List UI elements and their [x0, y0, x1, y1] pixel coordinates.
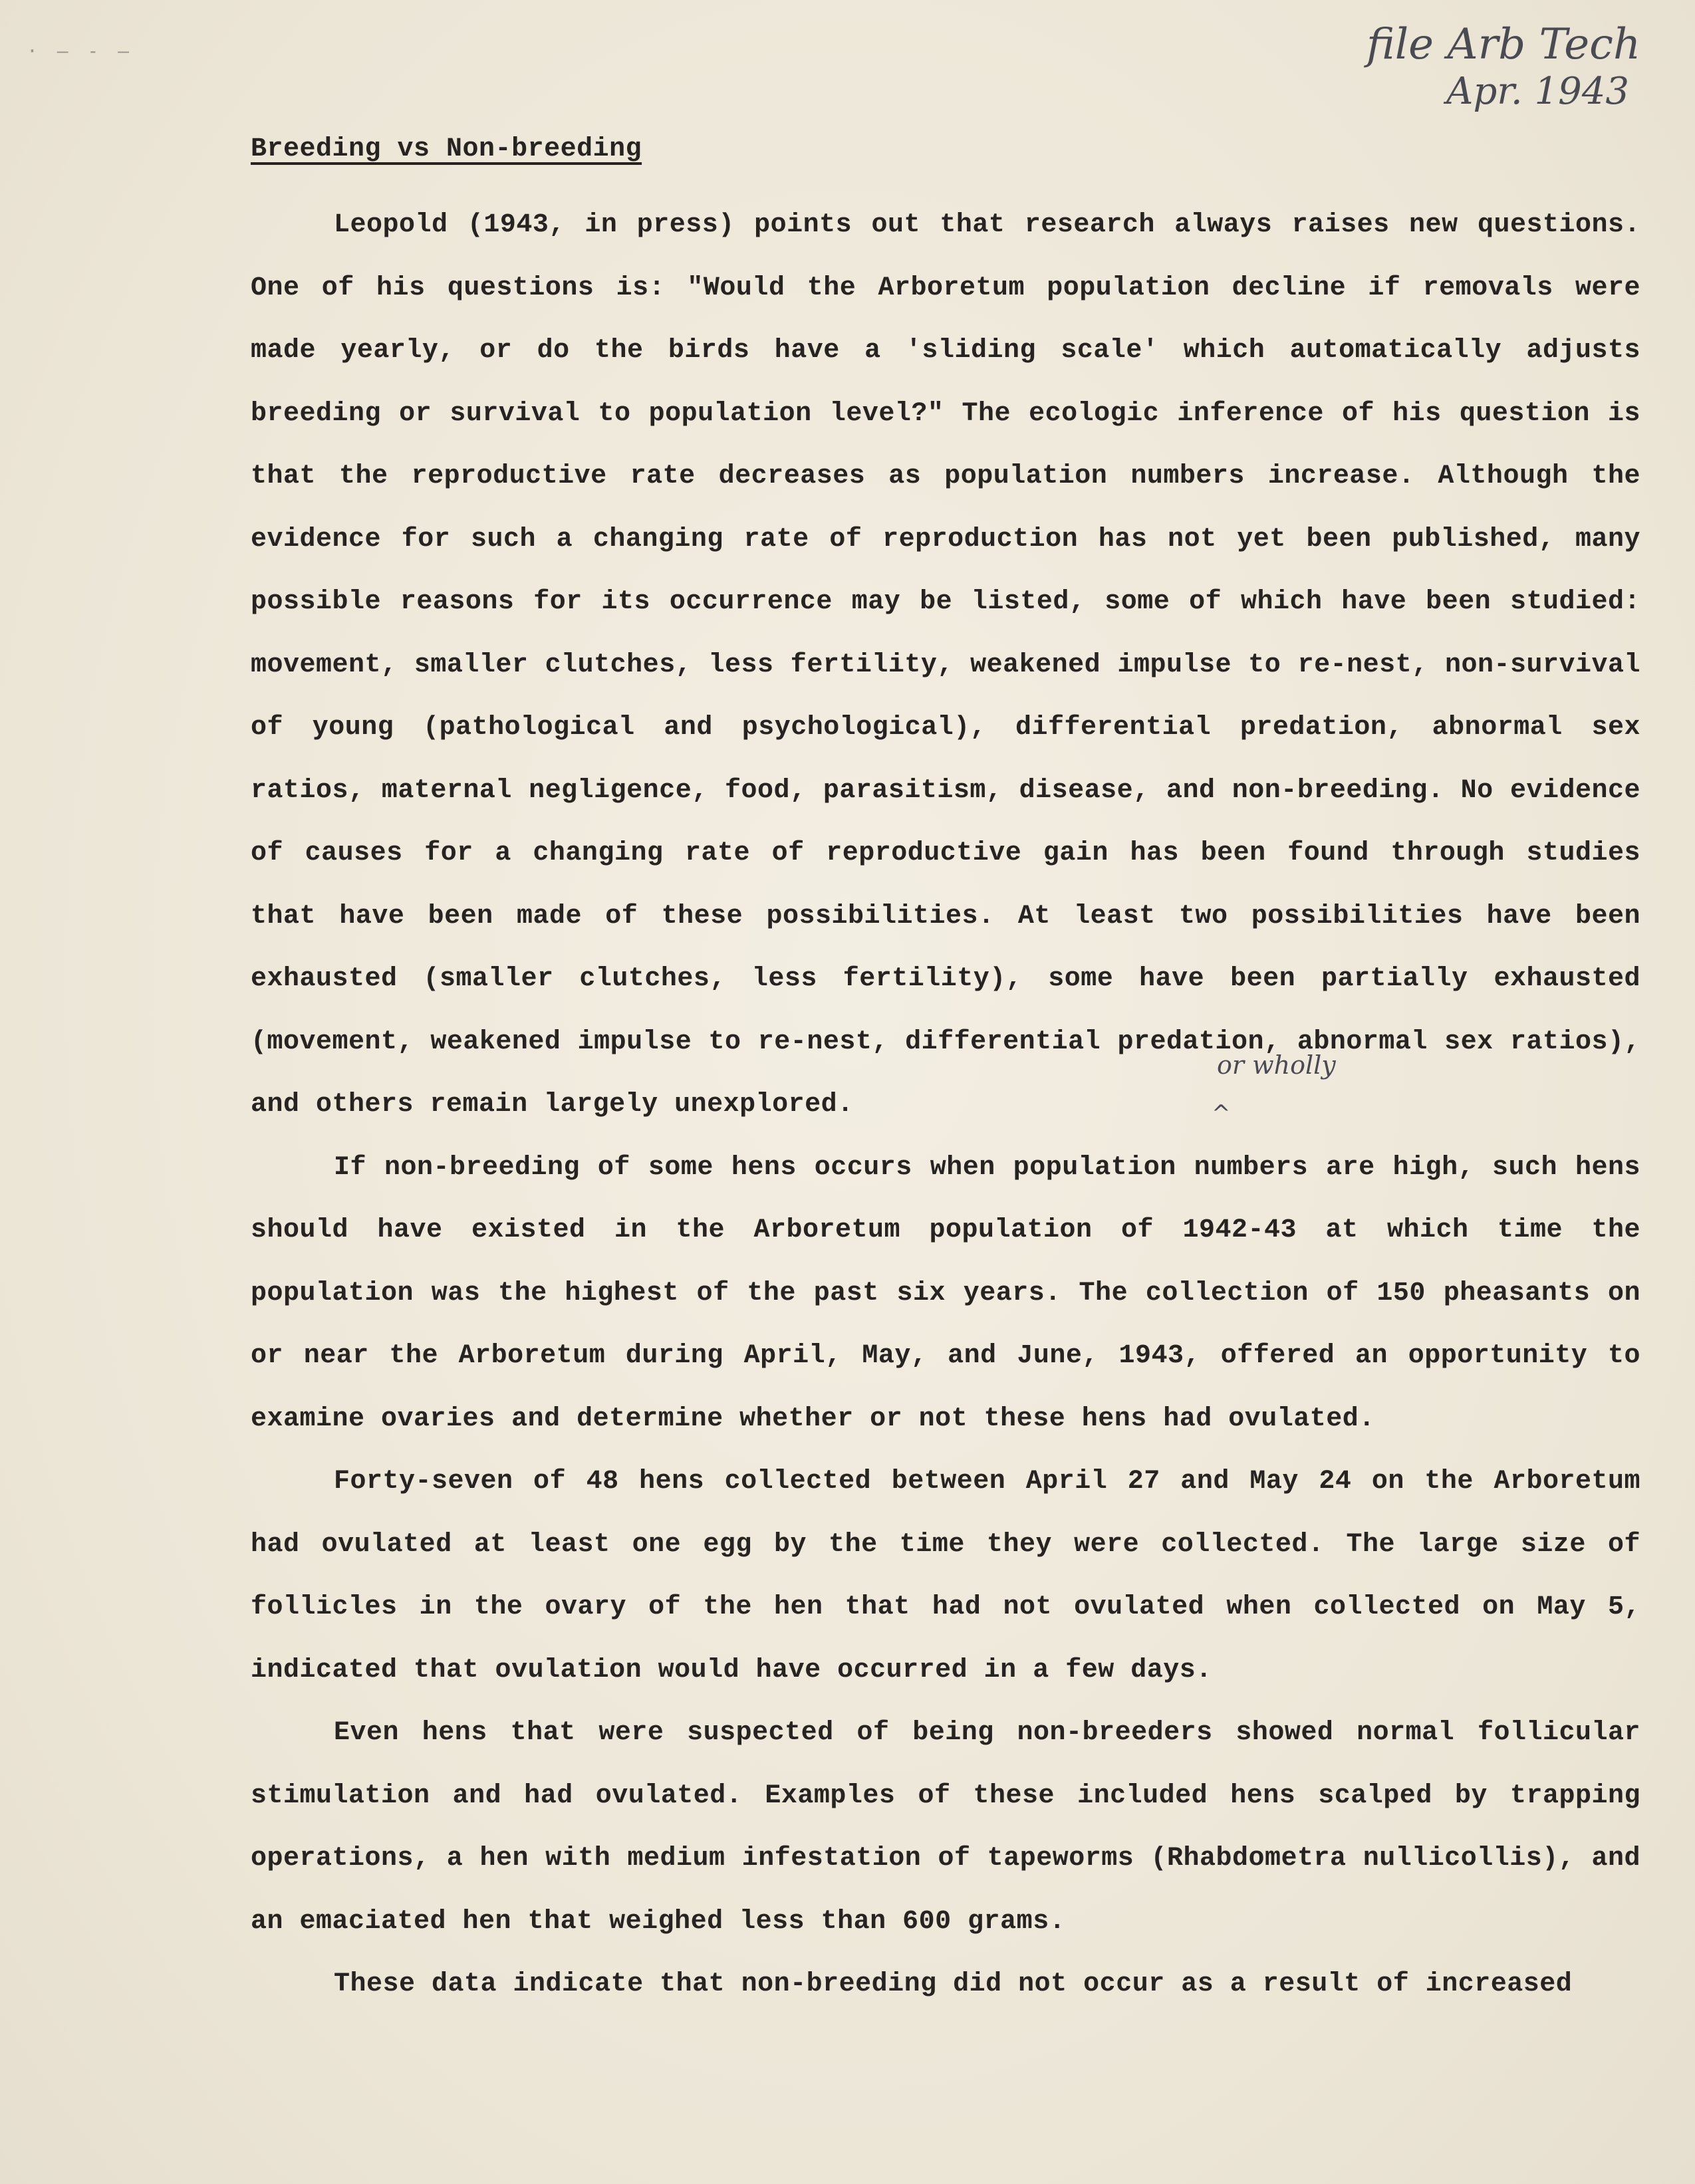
paragraph-1: Leopold (1943, in press) points out that research always raises new questions. One of his questions is: "Would the Arboretum population decline if removals were made yearly, or do the birds have a 'sliding scale' which automatically adjusts breeding or survival to population level?" The ecologic inference of his question is that the reproductive rate decreases as population numbers increase. Although the evidence for such a changing rate of reproduction has not yet been published, many possible reasons for its occurrence may be listed, some of which have been studied: movement, smaller clutches, less fertility, weakened impulse to re-nest, non-survival of young (pathological and psychological), differential predation, abnormal sex ratios, maternal negligence, food, parasitism, disease, and non-breeding. No evidence of causes for a changing rate of reproductive gain has been found through studies that have been made of these possibilities. At least two possibilities have been exhausted (smaller clutches, less fertility), some have been partially exhausted (movement, weakened impulse to re-nest, differential predation, abnormal sex ratios), and others remain largely unexplored.	[251, 210, 1640, 1120]
paragraph-5: These data indicate that non-breeding did not occur as a result of increased	[334, 1969, 1573, 1999]
paper-mark: · — - —	[27, 40, 134, 62]
document-title: Breeding vs Non-breeding	[251, 134, 642, 164]
filing-note: file Arb Tech	[1367, 20, 1641, 69]
insertion-caret: ^	[1212, 1100, 1231, 1127]
paragraph-3: Forty-seven of 48 hens collected between April 27 and May 24 on the Arboretum had ovulated at least one egg by the time they were collected. The large size of follicles in the ovary of the hen that had not ovulated when collected on May 5, indicated that ovulation would have occurred in a few days.	[251, 1467, 1640, 1685]
body-text	[251, 194, 1640, 2016]
date-note: Apr. 1943	[1446, 70, 1630, 113]
paragraph-2: If non-breeding of some hens occurs when population numbers are high, such hens should have existed in the Arboretum population of 1942-43 at which time the population was the highest of the past six years. The collection of 150 pheasants on or near the Arboretum during April, May, and June, 1943, offered an opportunity to examine ovaries and determine whether or not these hens had ovulated.	[251, 1152, 1640, 1434]
handwritten-insertion: or wholly	[1217, 1050, 1336, 1080]
paragraph-4: Even hens that were suspected of being non-breeders showed normal follicular stimulation and had ovulated. Examples of these included hens scalped by trapping operations, a hen with medium infestation of tapeworms (Rhabdometra nullicollis), and an emaciated hen that weighed less than 600 grams.	[251, 1718, 1640, 1937]
